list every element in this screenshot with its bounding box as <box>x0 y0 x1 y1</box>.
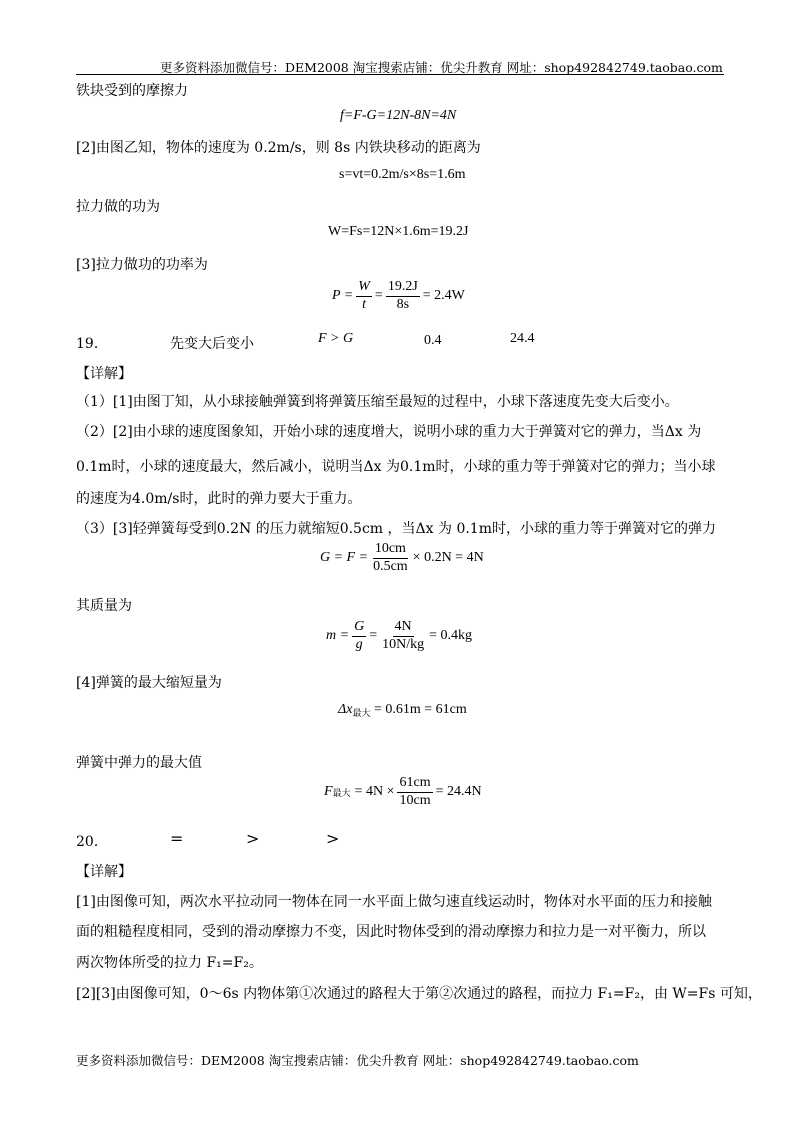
text-line: [2][3]由图像可知，0～6s 内物体第①次通过的路程大于第②次通过的路程，而拉力 F₁=F₂，由 W=Fs 可知， <box>76 986 762 1002</box>
fraction-denominator: g <box>355 636 363 652</box>
answer-blank: 0.4 <box>424 333 442 348</box>
text-line: （2）[2]由小球的速度图象知，开始小球的速度增大，说明小球的重力大于弹簧对它的弹力，当Δx 为 <box>76 424 702 440</box>
answer-blank: > <box>246 829 260 848</box>
eq-lhs: F <box>324 784 333 800</box>
eq-rhs: = 0.4kg <box>429 628 472 644</box>
fraction-numerator: G <box>352 620 366 637</box>
answer-blank: = <box>170 829 184 848</box>
eq-lhs: m = <box>326 628 350 644</box>
page-header: 更多资料添加微信号：DEM2008 淘宝搜索店铺：优尖升教育 网址：shop492842749.taobao.com <box>160 60 723 75</box>
answer-blank: F > G <box>318 331 354 346</box>
text-line: [4]弹簧的最大缩短量为 <box>76 675 222 691</box>
eq-equals: = <box>369 628 378 644</box>
text-line: 的速度为4.0m/s时，此时的弹力要大于重力。 <box>76 491 362 507</box>
eq-equals: = <box>374 288 383 304</box>
text-line: 弹簧中弹力的最大值 <box>76 755 202 771</box>
fraction-numerator: 4N <box>393 620 414 637</box>
eq-rhs: = 2.4W <box>422 288 465 304</box>
text-line: 0.1m时，小球的速度最大，然后减小，说明当Δx 为0.1m时，小球的重力等于弹簧对它的弹力；当小球 <box>76 459 716 475</box>
fraction-denominator: 10N/kg <box>382 636 425 652</box>
text-line: 两次物体所受的拉力 F₁=F₂。 <box>76 955 263 971</box>
equation-max-force <box>324 776 482 808</box>
text-line: [1]由图像可知，两次水平拉动同一物体在同一水平面上做匀速直线运动时，物体对水平面的压力和接触 <box>76 894 712 910</box>
text-line: 拉力做的功为 <box>76 199 160 215</box>
eq-lhs: Δx <box>338 702 353 717</box>
fraction-denominator: 10cm <box>399 792 431 808</box>
section-heading: 【详解】 <box>76 864 132 880</box>
fraction <box>352 620 366 652</box>
equation-gravity <box>320 542 484 574</box>
eq-subscript: 最大 <box>332 787 351 798</box>
eq-lhs: G = F = <box>320 550 369 566</box>
eq-lhs: P = <box>332 288 354 304</box>
text-line: （1）[1]由图丁知，从小球接触弹簧到将弹簧压缩至最短的过程中，小球下落速度先变大后变小。 <box>76 394 679 410</box>
fraction-numerator: 19.2J <box>386 280 420 297</box>
text-line: （3）[3]轻弹簧每受到0.2N 的压力就缩短0.5cm ，当Δx 为 0.1m时，小球的重力等于弹簧对它的弹力 <box>76 521 716 537</box>
question-number: 19． <box>76 336 108 352</box>
equation-friction: f=F-G=12N-8N=4N <box>340 108 457 123</box>
text-line: 铁块受到的摩擦力 <box>76 83 188 99</box>
equation-distance: s=vt=0.2m/s×8s=1.6m <box>339 167 466 182</box>
fraction-numerator: W <box>356 280 372 297</box>
section-heading: 【详解】 <box>76 366 132 382</box>
fraction-denominator: 8s <box>396 296 410 312</box>
page-footer: 更多资料添加微信号：DEM2008 淘宝搜索店铺：优尖升教育 网址：shop492842749.taobao.com <box>76 1053 639 1068</box>
fraction-denominator: t <box>362 296 367 312</box>
text-line: 面的粗糙程度相同，受到的滑动摩擦力不变，因此时物体受到的滑动摩擦力和拉力是一对平衡力，所以 <box>76 924 706 940</box>
fraction-denominator: 0.5cm <box>373 558 408 574</box>
text-line: 其质量为 <box>76 598 132 614</box>
question-number: 20． <box>76 834 108 850</box>
fraction <box>356 280 372 312</box>
equation-work: W=Fs=12N×1.6m=19.2J <box>328 224 469 239</box>
fraction <box>397 776 432 808</box>
equation-mass <box>326 620 472 652</box>
eq-rhs: = 24.4N <box>435 784 482 800</box>
fraction <box>380 620 426 652</box>
eq-subscript: 最大 <box>352 708 371 718</box>
fraction <box>386 280 420 312</box>
answer-blank: 24.4 <box>510 331 535 346</box>
fraction-numerator: 61cm <box>397 776 432 793</box>
text-line: [3]拉力做功的功率为 <box>76 257 208 273</box>
answer-blank: 先变大后变小 <box>170 336 254 352</box>
header-rule <box>76 74 724 75</box>
eq-rhs: = 0.61m = 61cm <box>373 702 467 717</box>
eq-rhs: × 0.2N = 4N <box>412 550 484 566</box>
text-line: [2]由图乙知，物体的速度为 0.2m/s，则 8s 内铁块移动的距离为 <box>76 140 481 156</box>
fraction-numerator: 10cm <box>373 542 408 559</box>
equation-max-compression <box>338 702 467 719</box>
eq-mid: = 4N × <box>354 784 395 800</box>
equation-power <box>332 280 465 312</box>
fraction <box>371 542 410 574</box>
answer-blank: > <box>326 829 340 848</box>
